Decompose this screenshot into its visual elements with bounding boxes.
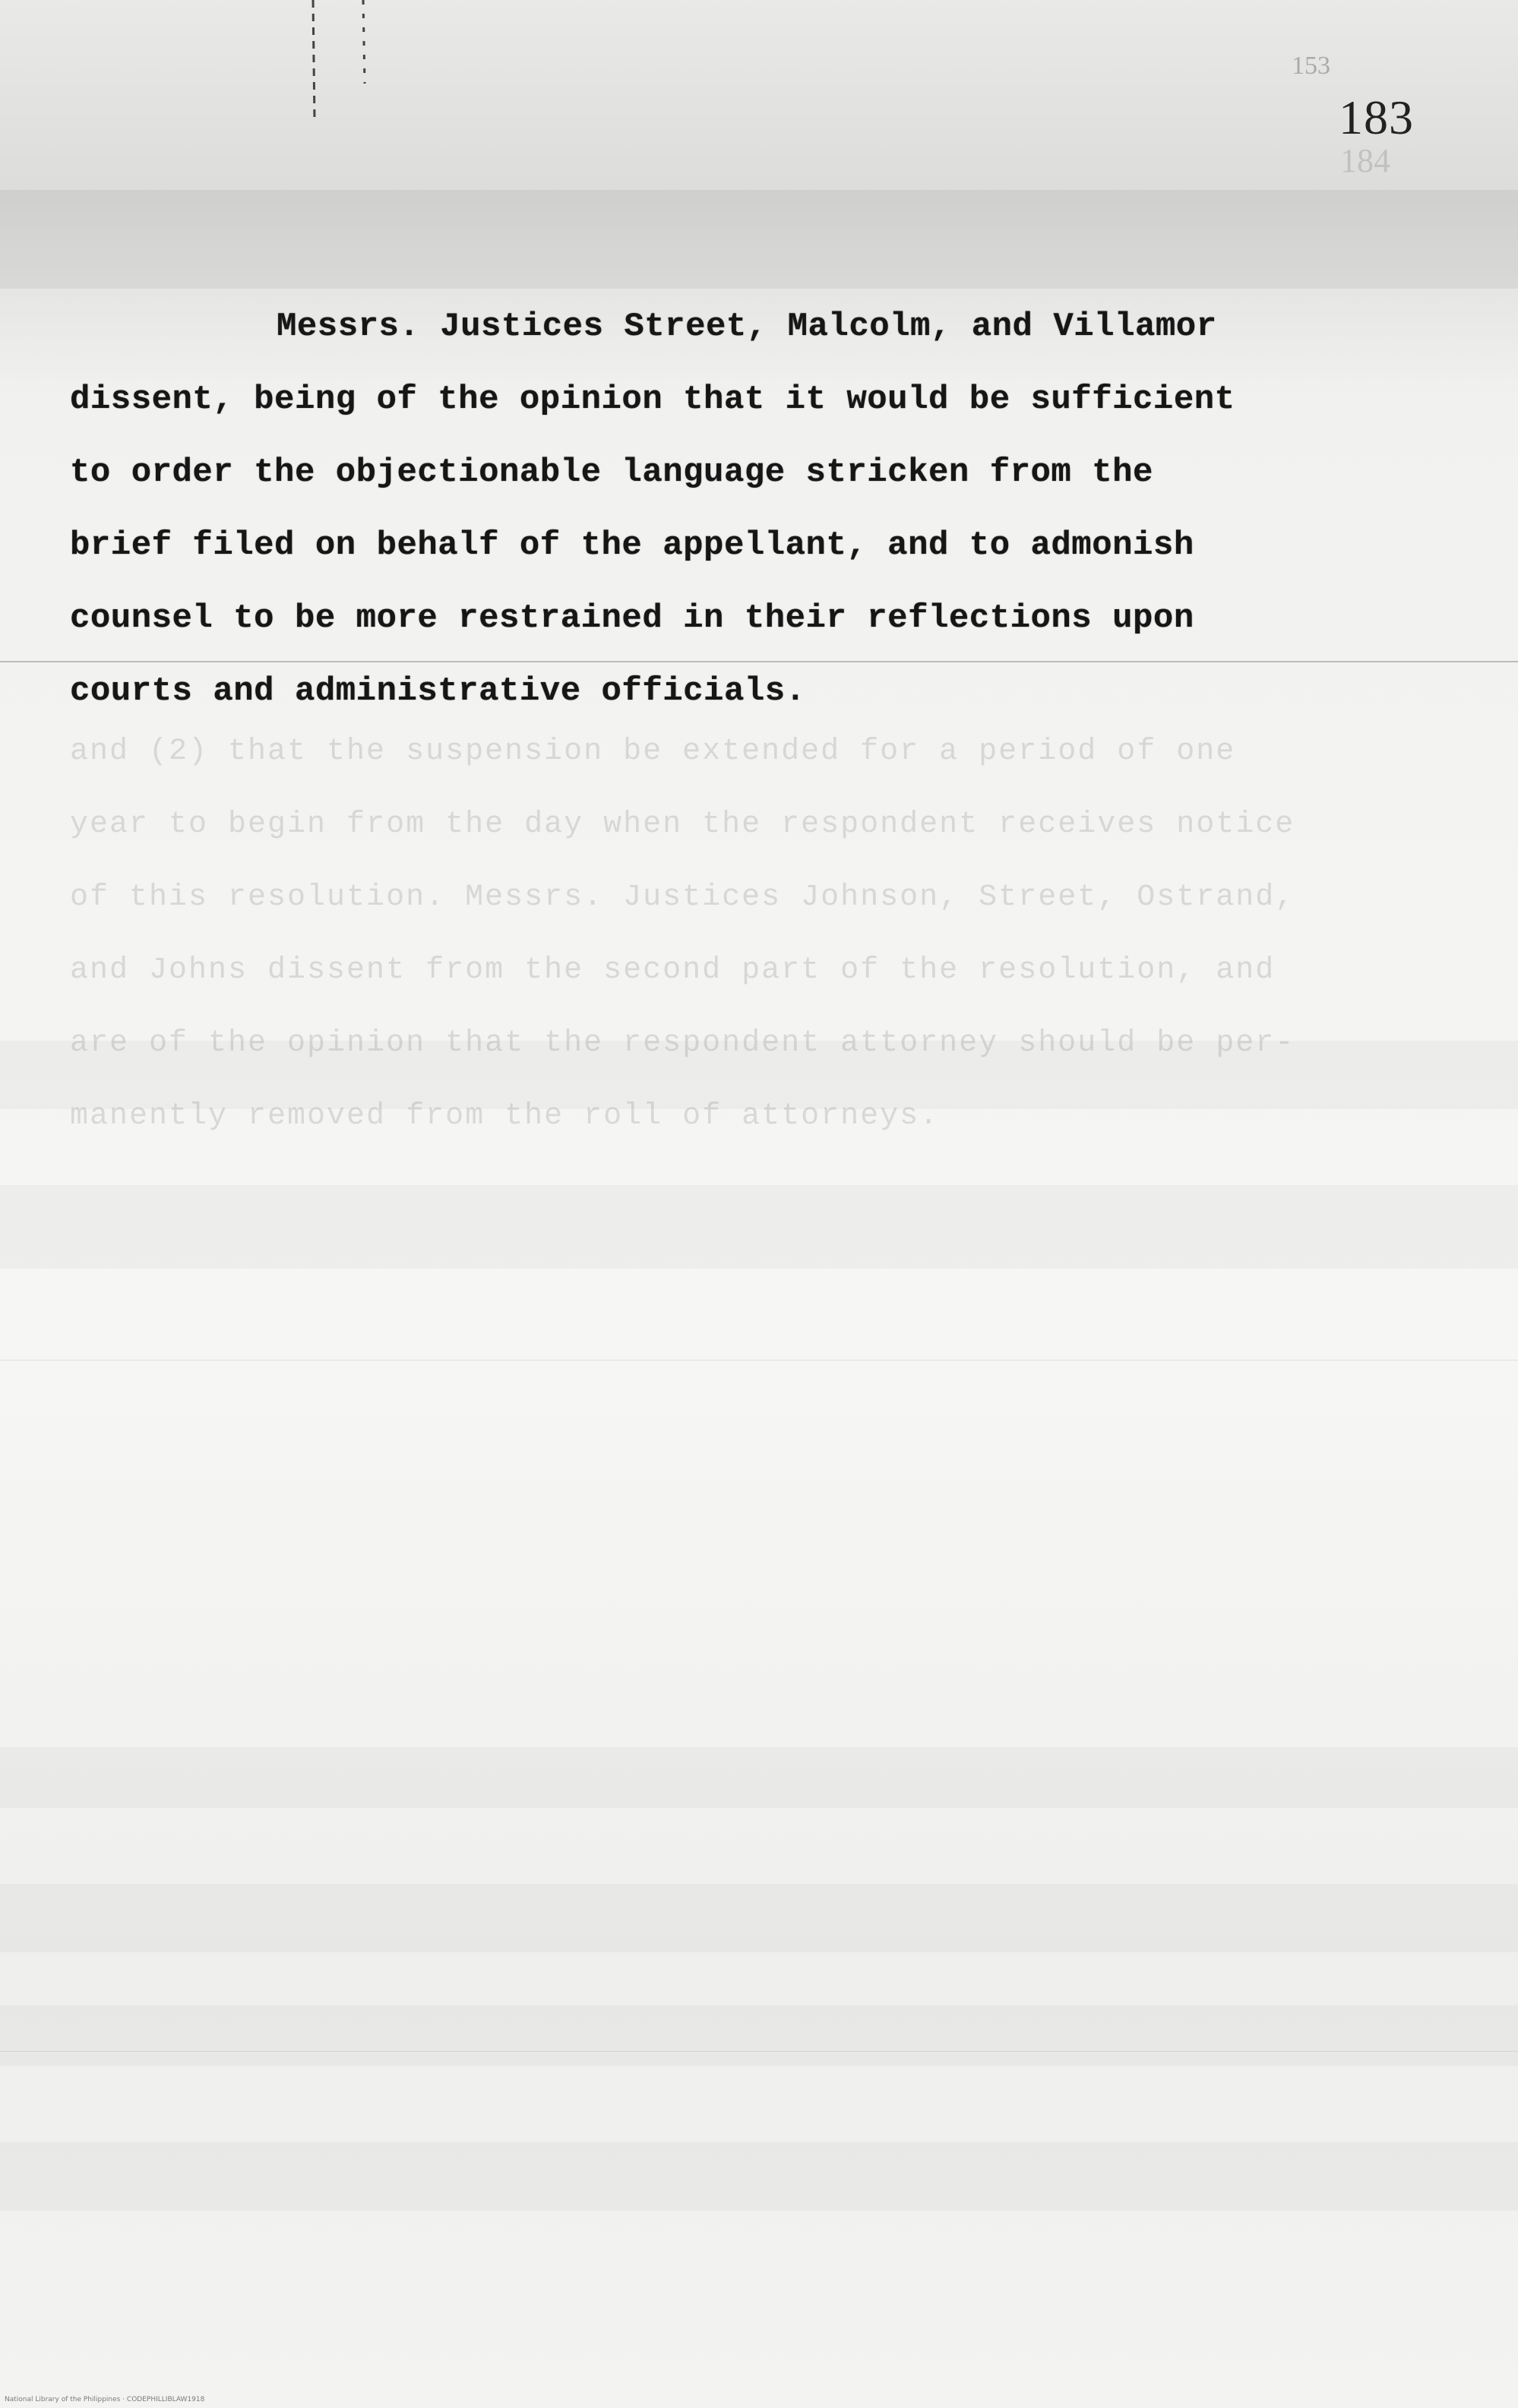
ghost-page-number: 153 <box>1292 52 1330 80</box>
scan-band <box>0 2005 1518 2066</box>
footer-note: National Library of the Philippines · CODEPHILLIBLAW1918 <box>5 2396 205 2403</box>
bleedthrough-paragraph <box>70 716 1437 1153</box>
paragraph-line: dissent, being of the opinion that it would be sufficient <box>70 381 1235 419</box>
paragraph-line: courts and administrative officials. <box>70 672 806 710</box>
dissent-paragraph <box>70 290 1361 728</box>
bleedthrough-line: and (2) that the suspension be extended for a period of one <box>70 735 1236 769</box>
bleedthrough-line: are of the opinion that the respondent attorney should be per- <box>70 1026 1295 1060</box>
scan-band <box>0 2142 1518 2210</box>
bleedthrough-line: manently removed from the roll of attorneys. <box>70 1099 940 1133</box>
bleedthrough-line: and Johns dissent from the second part of the resolution, and <box>70 953 1276 988</box>
scan-band <box>0 190 1518 289</box>
scan-rule <box>0 2051 1518 2052</box>
ghost-page-number: 184 <box>1340 142 1390 179</box>
paragraph-line: Messrs. Justices Street, Malcolm, and Villamor <box>277 308 1217 346</box>
scan-band <box>0 1185 1518 1269</box>
page-number: 183 <box>1339 90 1414 144</box>
margin-marks <box>304 0 372 129</box>
bleedthrough-line: of this resolution. Messrs. Justices Johnson, Street, Ostrand, <box>70 880 1295 915</box>
paragraph-line: counsel to be more restrained in their reflections upon <box>70 599 1194 637</box>
paragraph-line: brief filed on behalf of the appellant, and to admonish <box>70 526 1194 564</box>
scan-band <box>0 1884 1518 1952</box>
scan-band <box>0 1747 1518 1808</box>
bleedthrough-line: year to begin from the day when the respondent receives notice <box>70 807 1295 842</box>
paragraph-line: to order the objectionable language stricken from the <box>70 453 1153 491</box>
